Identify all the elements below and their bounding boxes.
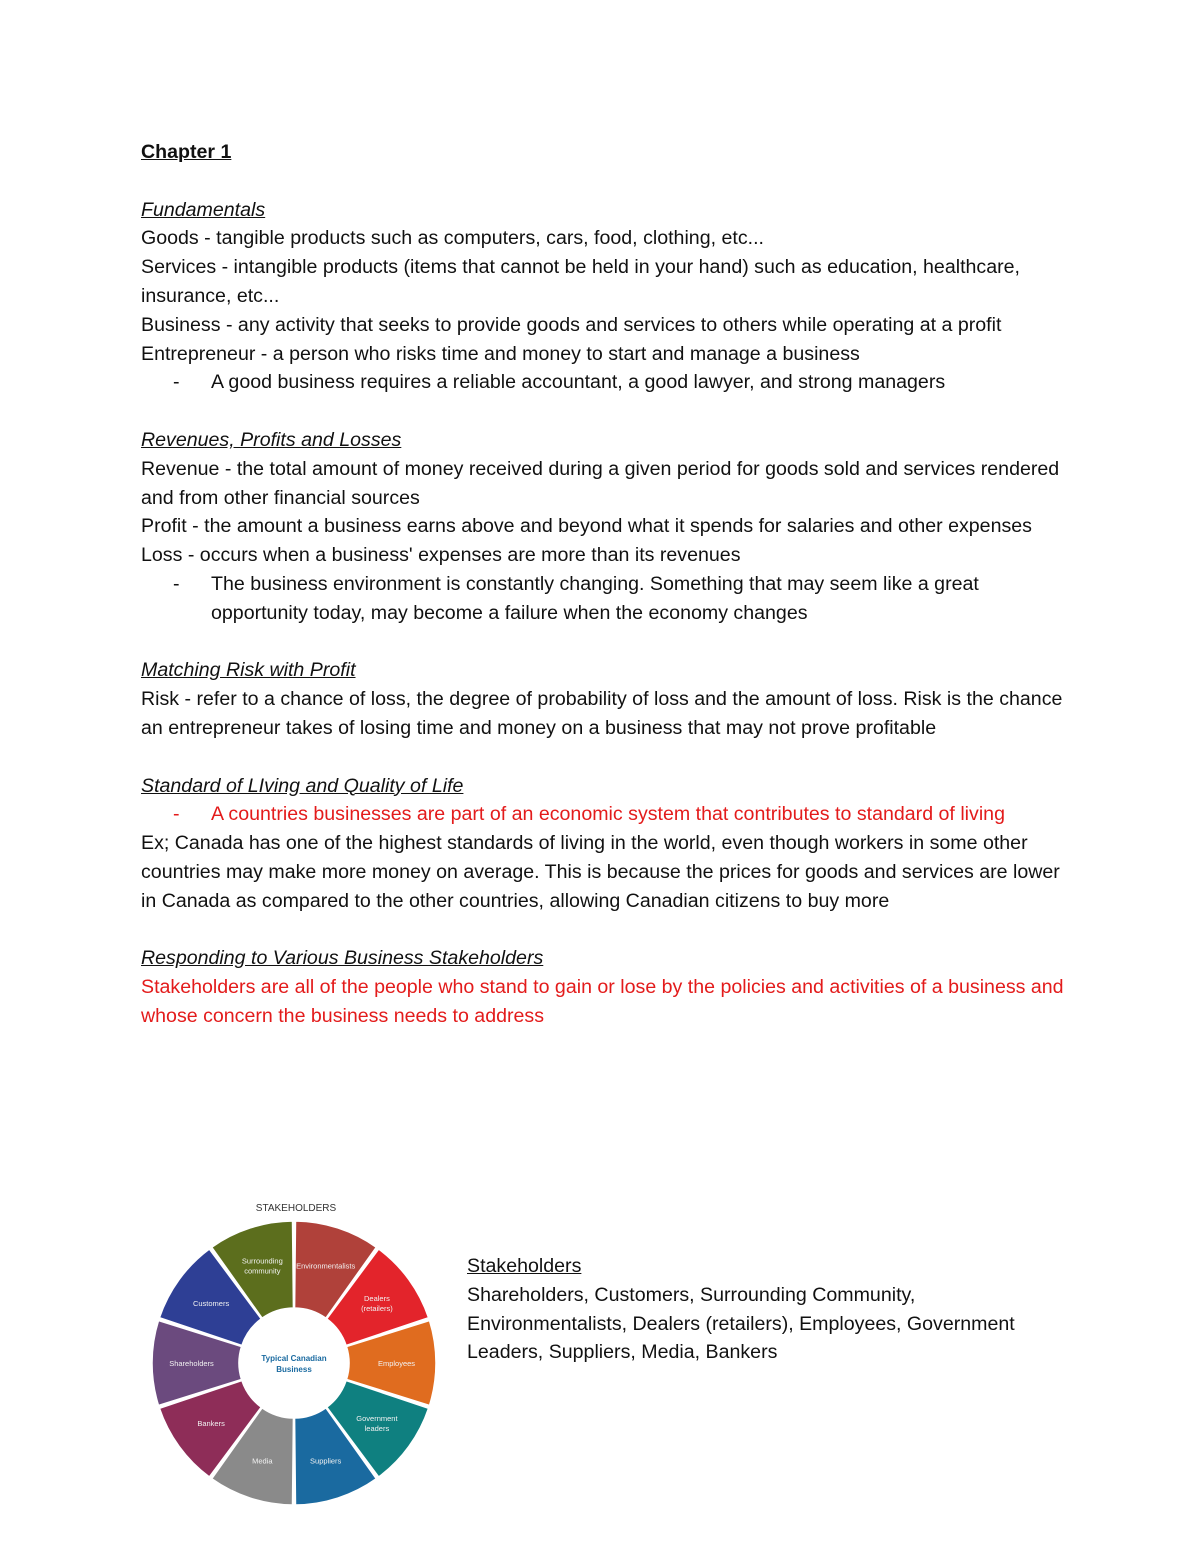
wheel-label-customers: Customers (192, 1298, 230, 1308)
section-fundamentals (141, 196, 1071, 398)
definition-loss: Loss - occurs when a business' expenses are more than its revenues (141, 544, 741, 567)
example-canada: Ex; Canada has one of the highest standards of living in the world, even though workers in some other countries may make more money on average. This is because the prices for goods and services are lower in Canada as compared to the other countries, allowing Canadian citizens to buy more (141, 832, 1060, 912)
definition-business: Business - any activity that seeks to provide goods and services to others while operating at a profit (141, 313, 1002, 336)
wheel-label-government: Government (356, 1414, 398, 1424)
wheel-center-label: Business (276, 1365, 312, 1374)
dash-marker: - (173, 371, 180, 394)
wheel-label-suppliers: Suppliers (310, 1456, 342, 1466)
heading-fundamentals: Fundamentals (141, 198, 266, 221)
bullet-text: A countries businesses are part of an economic system that contributes to standard of living (211, 803, 1005, 826)
heading-revenues: Revenues, Profits and Losses (141, 428, 402, 451)
stakeholders-list-text: Shareholders, Customers, Surrounding Community, Environmentalists, Dealers (retailers), Employees, Government Leaders, Suppliers, Media, Bankers (467, 1283, 1015, 1364)
bullet-text: A good business requires a reliable accountant, a good lawyer, and strong managers (211, 371, 946, 394)
wheel-label-media: Media (252, 1456, 273, 1466)
definition-entrepreneur: Entrepreneur - a person who risks time and money to start and manage a business (141, 342, 860, 365)
wheel-label-environmentalists: Environmentalists (296, 1261, 356, 1271)
wheel-label-government-line2: leaders (364, 1424, 390, 1434)
bullet-entrepreneur (141, 368, 1071, 397)
chapter-title: Chapter 1 (141, 141, 232, 163)
wheel-center (241, 1310, 347, 1416)
section-risk (141, 656, 1071, 742)
wheel-label-dealers-line2: (retailers) (361, 1303, 393, 1313)
stakeholder-wheel-diagram (151, 1198, 441, 1508)
heading-stakeholders: Responding to Various Business Stakeholders (141, 947, 544, 970)
bullet-text: The business environment is constantly changing. Something that may seem like a great opportunity today, may become a failure when the economy changes (211, 572, 979, 624)
stakeholders-figure-row (141, 1198, 1071, 1508)
definition-revenue: Revenue - the total amount of money received during a given period for goods sold and services rendered and from other financial sources (141, 457, 1060, 509)
definition-risk: Risk - refer to a chance of loss, the degree of probability of loss and the amount of loss. Risk is the chance an entrepreneur takes of losing time and money on a business that may not prove profitable (141, 688, 1063, 739)
wheel-label-bankers: Bankers (197, 1419, 225, 1429)
section-revenues (141, 426, 1071, 628)
document-body (141, 138, 1071, 1031)
definition-goods: Goods - tangible products such as computers, cars, food, clothing, etc... (141, 227, 764, 250)
stakeholders-list (467, 1252, 1027, 1367)
wheel-label-surrounding: Surrounding (241, 1256, 283, 1266)
definition-stakeholders: Stakeholders are all of the people who stand to gain or lose by the policies and activities of a business and whose concern the business needs to address (141, 976, 1064, 1027)
bullet-environment (141, 570, 1071, 628)
section-standard (141, 772, 1071, 916)
wheel-title: STAKEHOLDERS (255, 1203, 337, 1214)
section-stakeholders (141, 944, 1071, 1030)
definition-profit: Profit - the amount a business earns above and beyond what it spends for salaries and other expenses (141, 515, 1032, 538)
heading-risk: Matching Risk with Profit (141, 659, 356, 682)
definition-services: Services - intangible products (items that cannot be held in your hand) such as education, healthcare, insurance, etc... (141, 256, 1020, 307)
wheel-label-surrounding-line2: community (244, 1266, 281, 1276)
wheel-center-label: Typical Canadian (261, 1354, 327, 1363)
wheel-label-shareholders: Shareholders (169, 1359, 214, 1368)
dash-marker: - (173, 572, 180, 595)
heading-standard: Standard of LIving and Quality of Life (141, 774, 464, 797)
wheel-label-dealers: Dealers (364, 1293, 390, 1303)
bullet-standard (141, 800, 1071, 829)
wheel-label-employees: Employees (377, 1359, 416, 1368)
dash-marker: - (173, 803, 180, 826)
stakeholders-list-heading: Stakeholders (467, 1255, 582, 1277)
